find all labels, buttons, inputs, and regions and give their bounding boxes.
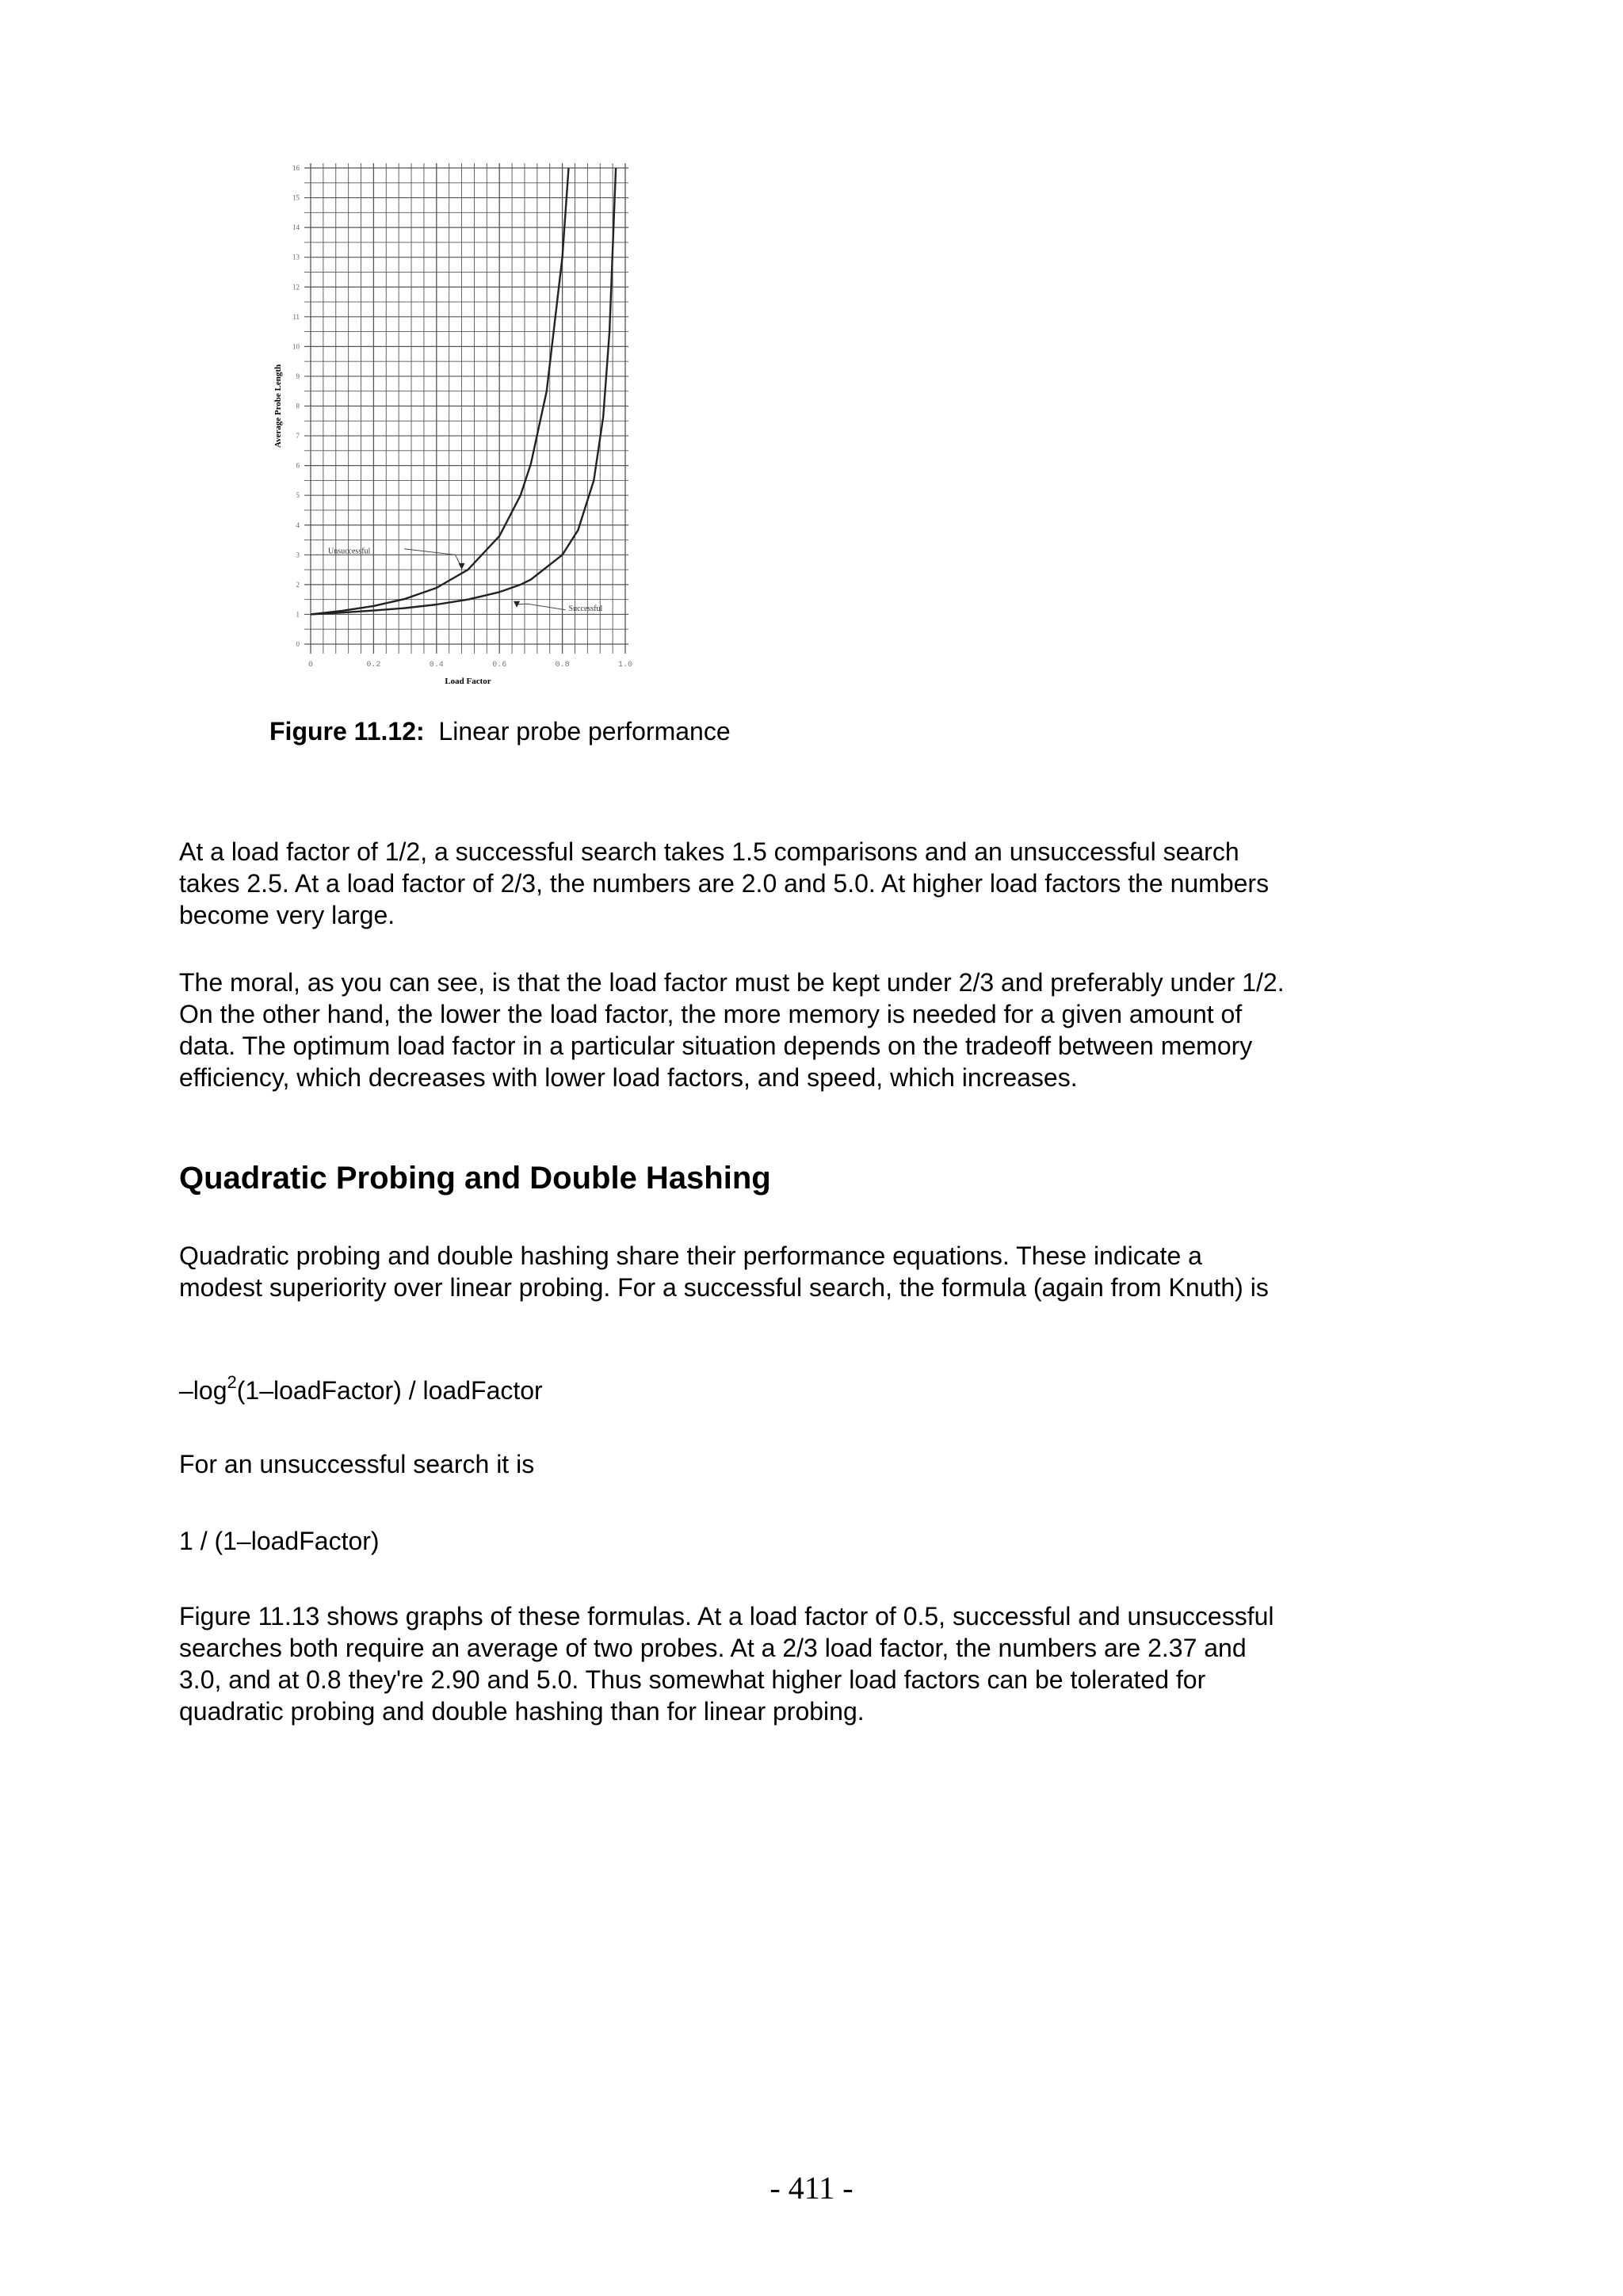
paragraph-2: The moral, as you can see, is that the load factor must be kept under 2/3 and preferably under 1/2. On the other hand, the lower the load factor, the more memory is needed for a given amount of data. The optimum load factor in a particular situation depends on the tradeoff between memory efficiency, which decreases with lower load factors, and speed, which increases. [179, 968, 1285, 1092]
y-tick-label: 4 [296, 521, 300, 529]
x-tick-label: 0.8 [555, 661, 570, 669]
x-tick-label: 0.4 [429, 661, 444, 669]
formula-1-superscript: 2 [227, 1372, 237, 1392]
x-tick-label: 0 [307, 661, 314, 669]
x-tick-label: 1.0 [617, 661, 633, 669]
annotation-unsuccessful: Unsuccessful [328, 547, 371, 556]
figure-caption-label: Figure 11.12: [269, 717, 425, 746]
chart-grid [304, 163, 628, 654]
y-tick-label: 15 [292, 193, 300, 202]
y-tick-labels [292, 164, 300, 648]
annotation-leader-unsuccessful [404, 549, 462, 568]
chart-annotations [328, 547, 603, 612]
y-tick-label: 10 [292, 342, 300, 351]
y-tick-label: 5 [296, 491, 300, 500]
y-tick-label: 8 [296, 402, 300, 410]
y-tick-label: 2 [296, 580, 300, 589]
x-axis-label: Load Factor [445, 677, 491, 686]
x-tick-labels [308, 661, 632, 669]
formula-1-rest: (1–loadFactor) / loadFactor [236, 1376, 543, 1405]
figure-caption [269, 717, 731, 746]
annotation-arrow-unsuccessful [459, 563, 465, 570]
y-tick-label: 0 [296, 640, 300, 648]
y-tick-label: 14 [292, 223, 300, 232]
figure-caption-text: Linear probe performance [438, 717, 731, 746]
paragraph-5: Figure 11.13 shows graphs of these formulas. At a load factor of 0.5, successful and unsuccessful searches both require an average of two probes. At a 2/3 load factor, the numbers are 2.37 and 3.0, and at 0.8 they're 2.90 and 5.0. Thus somewhat higher load factors can be tolerated for quadratic probing and double hashing than for linear probing. [179, 1602, 1274, 1726]
paragraph-4: For an unsuccessful search it is [179, 1450, 535, 1478]
y-tick-label: 6 [296, 461, 300, 470]
y-tick-label: 7 [296, 432, 300, 441]
y-tick-label: 1 [296, 610, 300, 619]
page-number: - 411 - [769, 2170, 854, 2206]
formula-successful [179, 1372, 543, 1406]
y-tick-label: 9 [296, 372, 300, 380]
formula-1-prefix: –log [179, 1376, 227, 1405]
paragraph-1: At a load factor of 1/2, a successful search takes 1.5 comparisons and an unsuccessful search takes 2.5. At a load factor of 2/3, the numbers are 2.0 and 5.0. At higher load factors the numbers become very large. [179, 837, 1270, 929]
y-tick-label: 11 [292, 312, 300, 321]
formula-unsuccessful: 1 / (1–loadFactor) [179, 1527, 380, 1555]
section-heading: Quadratic Probing and Double Hashing [179, 1161, 771, 1196]
y-axis-label: Average Probe Length [273, 364, 283, 448]
paragraph-3: Quadratic probing and double hashing share their performance equations. These indicate a modest superiority over linear probing. For a successful search, the formula (again from Knuth) is [179, 1241, 1269, 1302]
y-tick-label: 16 [292, 164, 300, 172]
linear-probe-chart [266, 151, 639, 689]
y-tick-label: 13 [292, 253, 300, 261]
x-tick-label: 0.6 [492, 661, 507, 669]
annotation-successful: Successful [568, 604, 603, 613]
x-tick-label: 0.2 [366, 661, 381, 669]
y-tick-label: 12 [292, 283, 300, 292]
annotation-leader-successful [517, 604, 565, 610]
y-tick-label: 3 [296, 551, 300, 559]
